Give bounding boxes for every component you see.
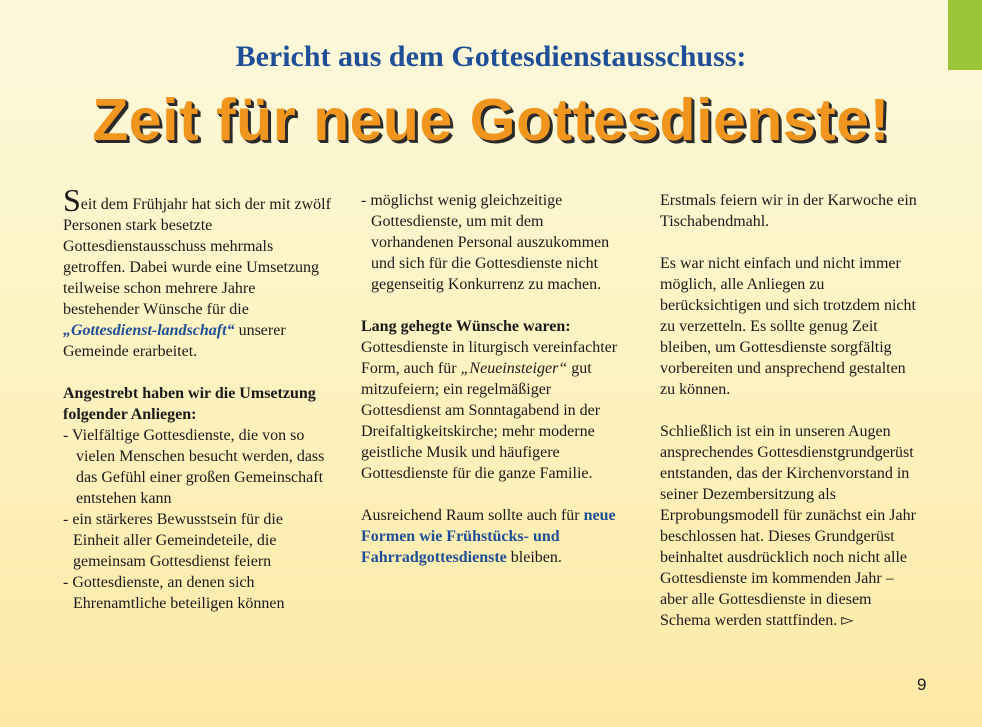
intro-paragraph <box>63 182 333 362</box>
page-number: 9 <box>917 675 927 694</box>
wishes-text-end: gut mitzufeiern; ein regelmäßiger Gottesdienst am Sonntagabend in der Dreifaltigkeitskirche; mehr moderne geistliche Musik und häufigere Gottesdienste für die ganze Familie. <box>361 360 601 482</box>
paragraph-tischabendmahl: Erstmals feiern wir in der Karwoche ein Tischabendmahl. <box>660 192 917 230</box>
space-paragraph <box>361 505 621 568</box>
column-2 <box>361 190 621 568</box>
space-text-end: bleiben. <box>506 549 562 566</box>
continue-arrow-icon: ▻ <box>841 612 854 629</box>
goals-heading: Angestrebt haben wir die Umsetzung folgender Anliegen: <box>63 385 316 423</box>
intro-end: unserer Gemeinde erarbeitet. <box>63 322 286 360</box>
article-headline: Zeit für neue Gottesdienste! <box>92 87 890 153</box>
goal-item: - Gottesdienste, an denen sich Ehrenamtliche beteiligen können <box>63 574 285 612</box>
drop-cap: S <box>63 182 81 218</box>
emphasis-gottesdienstlandschaft: „Gottesdienst-landschaft“ <box>63 322 235 339</box>
column-3 <box>660 190 920 631</box>
goal-item: - möglichst wenig gleichzeitige Gottesdienste, um mit dem vorhandenen Personal auszukommen und sich für die Gottesdienste nicht gegenseitig Konkurrenz zu machen. <box>361 192 610 293</box>
paragraph-conclusion <box>660 421 920 631</box>
goal-item: - ein stärkeres Bewusstsein für die Einheit aller Gemeindeteile, die gemeinsam Gottesdienst feiern <box>63 511 283 570</box>
wishes-heading: Lang gehegte Wünsche waren: <box>361 318 571 335</box>
emphasis-new-formats: neue Formen wie Frühstücks- und Fahrradgottesdienste <box>361 507 616 566</box>
space-text: Ausreichend Raum sollte auch für <box>361 507 584 524</box>
article-subtitle: Bericht aus dem Gottesdienstausschuss: <box>235 40 747 73</box>
wishes-text: Gottesdienste in liturgisch vereinfachter Form, auch für <box>361 339 618 377</box>
goal-item: - Vielfältige Gottesdienste, die von so vielen Menschen besucht werden, dass das Gefühl einer großen Gemeinschaft entstehen kann <box>63 427 325 507</box>
intro-text: eit dem Frühjahr hat sich der mit zwölf Personen stark besetzte Gottesdienstausschuss mehrmals getroffen. Dabei wurde eine Umsetzung teilweise schon mehrere Jahre bestehender Wünsche für die <box>63 196 331 318</box>
emphasis-neueinsteiger: „Neueinsteiger“ <box>460 360 568 377</box>
wishes-paragraph <box>361 337 621 484</box>
column-1 <box>63 182 333 614</box>
paragraph-challenges: Es war nicht einfach und nicht immer möglich, alle Anliegen zu berücksichtigen und sich trotzdem nicht zu verzetteln. Es sollte genug Zeit bleiben, um Gottesdienste sorgfältig vorbereiten und ansprechend gestalten zu können. <box>660 255 916 398</box>
conclusion-text: Schließlich ist ein in unseren Augen ansprechendes Gottesdienstgrundgerüst entstanden, das der Kirchenvorstand in seiner Dezembersitzung als Erprobungsmodell für zunächst ein Jahr beschlossen hat. Dieses Grundgerüst beinhaltet ausdrücklich noch nicht alle Gottesdienste im kommenden Jahr – aber alle Gottesdienste in diesem Schema werden stattfinden. <box>660 423 916 629</box>
